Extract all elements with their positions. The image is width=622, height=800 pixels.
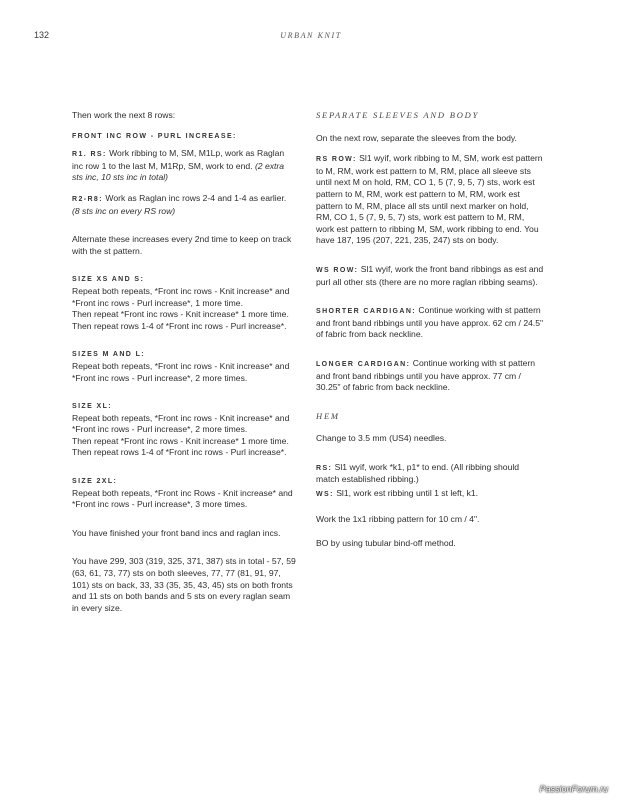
r2-note: (8 sts inc on every RS row)	[72, 205, 176, 216]
hem-needles: Change to 3.5 mm (US4) needles.	[316, 433, 447, 444]
hem-rs-label: RS:	[316, 464, 333, 472]
longer-cardigan	[316, 358, 544, 394]
size-2xl-line: Repeat both repeats, *Front inc Rows - Knit increase* and *Front inc rows - Purl increase*, 3 more times.	[72, 487, 293, 510]
alternate-text: Alternate these increases every 2nd time to keep on track with the st pattern.	[72, 234, 292, 256]
longer-text: Continue working with st pattern and front band ribbings until you have approx. 77 cm / 30.25" of fabric from back neckline.	[316, 357, 536, 393]
finished-text: You have finished your front band incs and raglan incs.	[72, 527, 281, 538]
hem-rs-text: Sl1 wyif, work *k1, p1* to end. (All ribbing should match established ribbing.)	[316, 461, 520, 485]
rs-row-instruction	[316, 153, 544, 247]
running-title: URBAN KNIT	[280, 31, 342, 40]
size-xs-s-line: Then repeat rows 1-4 of *Front inc rows - Purl increase*.	[72, 320, 287, 331]
size-xl-line: Then repeat *Front inc rows - Knit increase* 1 more time.	[72, 435, 289, 446]
r2-text: Work as Raglan inc rows 2-4 and 1-4 as earlier.	[105, 192, 287, 203]
rs-row-label: RS ROW:	[316, 156, 357, 164]
size-xl-heading: SIZE XL:	[72, 403, 112, 411]
right-column	[316, 110, 544, 559]
size-xs-s-line: Repeat both repeats, *Front inc rows - Knit increase* and *Front inc rows - Purl increase*, 1 more time.	[72, 285, 290, 308]
r1-instruction	[72, 148, 296, 184]
hem-bind-off-text: BO by using tubular bind-off method.	[316, 538, 456, 549]
r2-instruction	[72, 193, 296, 217]
page-number: 132	[34, 30, 50, 40]
separate-section-title: SEPARATE SLEEVES AND BODY	[316, 110, 480, 120]
r1-text: Work ribbing to M, SM, M1Lp, work as Raglan inc row 1 to the last M, M1Rp, SM, work to end.	[72, 148, 285, 171]
shorter-cardigan	[316, 305, 544, 341]
hem-section-title: HEM	[316, 410, 340, 421]
size-m-l-heading: SIZES M AND L:	[72, 351, 146, 359]
size-xl-line: Then repeat rows 1-4 of *Front inc rows - Purl increase*.	[72, 447, 287, 458]
ws-row-text: Sl1 wyif, work the front band ribbings as est and purl all other sts (there are no more raglan ribbing seams).	[316, 263, 544, 287]
shorter-label: SHORTER CARDIGAN:	[316, 308, 417, 316]
longer-label: LONGER CARDIGAN:	[316, 360, 411, 368]
r1-label: R1. RS:	[72, 151, 107, 159]
separate-intro: On the next row, separate the sleeves from the body.	[316, 132, 517, 143]
hem-ws-label: WS:	[316, 491, 334, 499]
size-m-l-line: Repeat both repeats, *Front inc rows - Knit increase* and *Front inc rows - Purl increase*, 2 more times.	[72, 360, 290, 383]
rs-row-text: Sl1 wyif, work ribbing to M, SM, work est pattern to M, RM, work est pattern to M, RM, place all sleeve sts until next M on hold, RM, CO 1, 5 (7, 9, 5, 7) sts, work est pattern to M, RM, work est pattern to M, RM, work est pattern to M, RM, place all sts until next marker on hold, RM, CO 1, 5 (7, 9, 5, 7) sts, work est pattern to M, RM, work est pattern to ribbing M, SM, work ribbing to end. You have 187, 195 (207, 221, 235, 247) sts on body.	[316, 153, 543, 246]
totals-text: You have 299, 303 (319, 325, 371, 387) sts in total - 57, 59 (63, 61, 73, 77) sts on both sleeves, 77, 77 (81, 91, 97, 101) sts on back, 33, 33 (35, 35, 43, 45) sts on both fronts and 11 sts on both bands and 5 sts on every raglan seam in every size.	[72, 556, 296, 613]
left-column	[72, 110, 296, 623]
hem-rs-instruction	[316, 462, 544, 486]
intro-text: Then work the next 8 rows:	[72, 110, 176, 120]
ws-row-instruction	[316, 264, 544, 288]
size-2xl-heading: SIZE 2XL:	[72, 478, 118, 486]
r2-label: R2-R8:	[72, 195, 103, 203]
hem-ws-text: Sl1, work est ribbing until 1 st left, k1.	[336, 488, 479, 499]
size-xl-line: Repeat both repeats, *Front inc rows - Knit increase* and *Front inc rows - Purl increase*, 2 more times.	[72, 412, 290, 435]
front-inc-heading: FRONT INC ROW - PURL INCREASE:	[72, 132, 237, 140]
shorter-text: Continue working with st pattern and front band ribbings until you have approx. 62 cm / 24.5" of fabric from back neckline.	[316, 305, 544, 340]
watermark: PassionForum.ru	[539, 784, 608, 794]
size-xs-s-line: Then repeat *Front inc rows - Knit increase* 1 more time.	[72, 309, 289, 320]
ws-row-label: WS ROW:	[316, 266, 359, 274]
size-xs-s-heading: SIZE XS AND S:	[72, 276, 145, 284]
page-header	[0, 30, 622, 46]
hem-ws-instruction	[316, 488, 544, 501]
r1-note: (2 extra sts inc, 10 sts inc in total)	[72, 160, 285, 183]
hem-rib-text: Work the 1x1 ribbing pattern for 10 cm / 4".	[316, 513, 480, 524]
